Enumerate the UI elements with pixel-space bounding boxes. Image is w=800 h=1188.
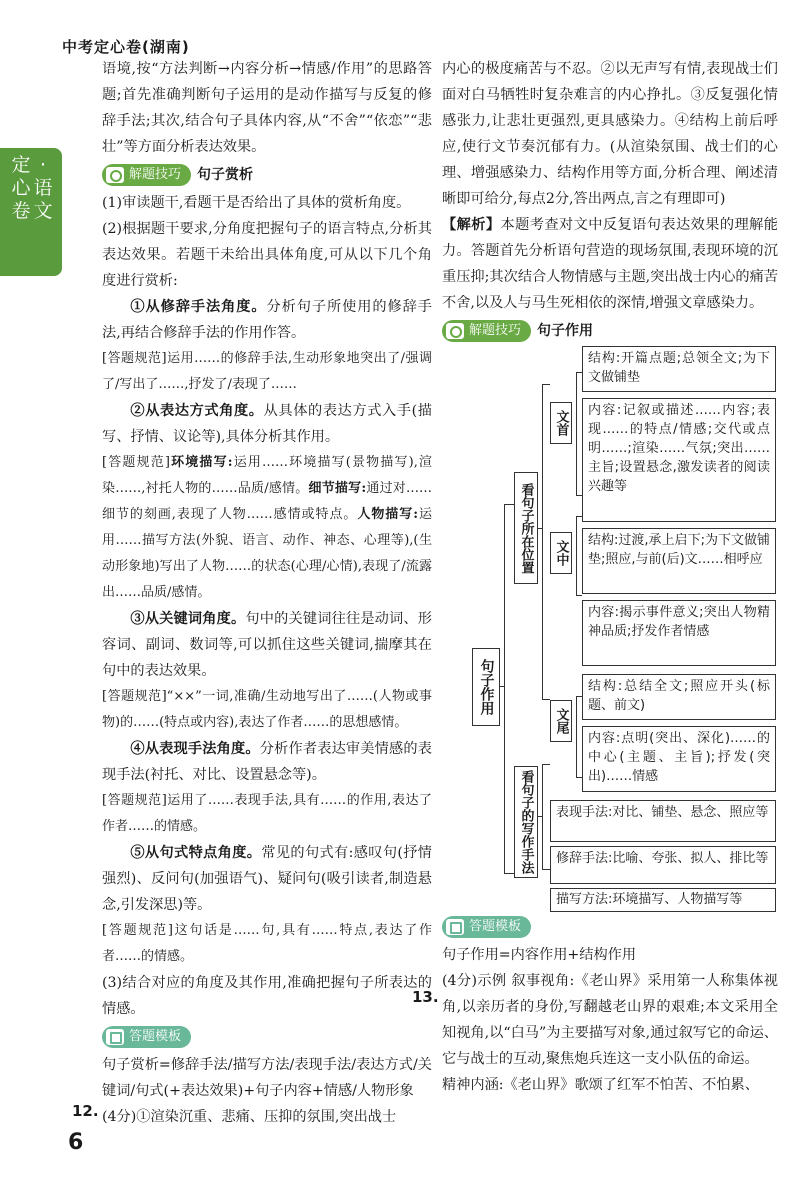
tip-badge	[102, 164, 191, 186]
middle-content-box: 内容:揭示事件意义;突出人物精神品质;抒发作者情感	[582, 600, 776, 666]
step-3: (3)结合对应的角度及其作用,准确把握句子所表达的情感。	[102, 975, 432, 1017]
position-node: 看句子所在位置	[514, 472, 538, 584]
template2-text: 句子作用=内容作用+结构作用	[442, 947, 637, 963]
angle-2-body: 从具体的表达方式入手(描写、抒情、议论等),具体分析其作用。	[102, 403, 432, 445]
analysis-text: 本题考查对文中反复语句表达效果的理解能力。答题首先分析语句营造的现场氛围,表现环境的沉重压抑;其次结合人物情感与主题,突出战士内心的痛苦不舍,以及人与马生死相依的深情,增强文章感染力。	[442, 217, 778, 311]
template-text: 句子赏析=修辞手法/描写方法/表现手法/表达方式/关键词/句式(+表达效果)+句子内容+情感/人物形象	[102, 1057, 432, 1099]
start-structure-box: 结构:开篇点题;总领全文;为下文做铺垫	[582, 346, 776, 392]
side-tab	[0, 148, 62, 276]
analysis	[442, 212, 778, 316]
tip-badge-label: 解题技巧	[129, 167, 182, 182]
template2-badge	[442, 916, 531, 938]
template-badge	[102, 1026, 191, 1048]
angle-5-body: 常见的句式有:感叹句(抒情强烈)、反问句(加强语气)、疑问句(吸引读者,制造悬念,引发深思)等。	[102, 845, 432, 913]
analysis-label: 【解析】	[442, 217, 501, 233]
end-structure-box: 结构:总结全文;照应开头(标题、前文)	[582, 674, 776, 720]
root-bracket	[504, 504, 514, 874]
step-1: (1)审读题干,看题干是否给出了具体的赏析角度。	[102, 195, 411, 211]
tip2-badge	[442, 320, 531, 342]
angle-4-body: 分析作者表达审美情感的表现手法(衬托、对比、设置悬念等)。	[102, 741, 432, 783]
person-text: 运用……描写方法(外貌、语言、动作、神态、心理等),(生动形象地)写出了人物……的状态(心理/心情),表现了/流露出……品质/感情。	[102, 507, 432, 600]
side-tab-dot: ·	[39, 154, 47, 176]
detail-text: 通过对……细节的刻画,表现了人物……感情或特点。	[102, 481, 432, 522]
angle-1-norm: [答题规范]运用……的修辞手法,生动形象地突出了/强调了/写出了……,抒发了/表现了……	[102, 351, 432, 392]
description-method-box: 描写方法:环境描写、人物描写等	[550, 888, 776, 912]
book-icon	[446, 919, 464, 935]
angle-5-head: ⑤从句式特点角度。	[130, 845, 262, 861]
env-text: 运用……环境描写(景物描写),渲染……,衬托人物的……品质/感情。	[102, 455, 432, 496]
tip2-heading	[442, 316, 778, 346]
start-node: 文首	[550, 402, 572, 444]
detail-label: 细节描写:	[308, 481, 367, 496]
angle-1	[102, 294, 432, 346]
end-content-box: 内容:点明(突出、深化)……的中心(主题、主旨);抒发(突出)……情感	[582, 726, 776, 792]
angle-2-norm	[102, 450, 432, 606]
middle-structure-box: 结构:过渡,承上启下;为下文做铺垫;照应,与前(后)文……相呼应	[582, 528, 776, 594]
template-badge-label: 答题模板	[129, 1029, 182, 1044]
q12-continued: 内心的极度痛苦与不忍。②以无声写有情,表现战士们面对白马牺牲时复杂难言的内心挣扎。③反复强化情感张力,让悲壮更强烈,更具感染力。④结构上前后呼应,使行文节奏沉郁有力。(从渲染氛围、战士们的心理、增强感染力、结构作用等方面,分析合理、阐述清晰即可给分,每点2分,答出两点,言之有理即可)	[442, 61, 778, 207]
angle-3-norm: [答题规范]“××”一词,准确/生动地写出了……(人物或事物)的……(特点或内容),表达了作者……的思想感情。	[102, 689, 432, 730]
angle-1-body: 分析句子所使用的修辞手法,再结合修辞手法的作用作答。	[102, 299, 432, 341]
norm-label: [答题规范]	[102, 455, 170, 470]
angle-4-norm: [答题规范]运用了……表现手法,具有……的作用,表达了作者……的情感。	[102, 793, 432, 834]
angle-3-body: 句中的关键词往往是动词、形容词、副词、数词等,可以抓住这些关键词,揣摩其在句中的表达效果。	[102, 611, 432, 679]
angle-1-head: ①从修辞手法角度。	[130, 299, 267, 315]
middle-node: 文中	[550, 532, 572, 574]
angle-3	[102, 606, 432, 684]
book-icon	[106, 1029, 124, 1045]
magnifier-icon	[446, 323, 464, 339]
template2-heading	[442, 912, 778, 942]
right-column	[442, 56, 778, 1098]
page-header: 中考定心卷(湖南)	[62, 38, 190, 56]
writing-connector	[538, 816, 542, 817]
start-content-box: 内容:记叙或描述……内容;表现……的特点/情感;交代或点明……;渲染……气氛;突出……主旨;设置悬念,激发读者的阅读兴趣等	[582, 398, 776, 522]
root-connector	[500, 686, 504, 687]
writing-bracket	[542, 764, 550, 870]
angle-2	[102, 398, 432, 450]
q13-text: (4分)示例 叙事视角:《老山界》采用第一人称集体视角,以亲历者的身份,写翻越老山界的艰难;本文采用全知视角,以“白马”为主要描写对象,通过叙写它的命运、它与战士的互动,聚焦炮兵连这一支小队伍的命运。	[442, 973, 778, 1067]
left-column	[102, 56, 432, 1130]
angle-4-head: ④从表现手法角度。	[130, 741, 260, 757]
tip-heading	[102, 160, 432, 190]
position-bracket	[542, 384, 550, 700]
side-tab-subject: 语文	[33, 177, 53, 222]
q13-number: 13.	[412, 988, 439, 1006]
intro-paragraph: 语境,按“方法判断→内容分析→情感/作用”的思路答题;首先准确判断句子运用的是动作描写与反复的修辞手法;其次,结合句子具体内容,从“不舍”“依恋”“悲壮”等方面分析表达效果。	[102, 61, 432, 155]
angle-5-norm: [答题规范]这句话是……句,具有……特点,表达了作者……的情感。	[102, 923, 432, 964]
angle-2-head: ②从表达方式角度。	[130, 403, 264, 419]
step-2: (2)根据题干要求,分角度把握句子的语言特点,分析其表达效果。若题干未给出具体角度,可从以下几个角度进行赏析:	[102, 221, 432, 289]
tip2-badge-label: 解题技巧	[469, 323, 522, 338]
tip-title: 句子赏析	[197, 167, 254, 183]
angle-5	[102, 840, 432, 918]
sentence-function-diagram	[442, 346, 778, 886]
tip2-title: 句子作用	[537, 323, 594, 339]
person-label: 人物描写:	[357, 507, 419, 522]
env-label: 环境描写:	[169, 455, 233, 470]
side-tab-col1: 定心卷	[11, 154, 31, 222]
page-number: 6	[68, 1130, 84, 1155]
angle-3-head: ③从关键词角度。	[130, 611, 246, 627]
end-node: 文尾	[550, 700, 572, 742]
position-connector	[538, 528, 542, 529]
magnifier-icon	[106, 167, 124, 183]
writing-technique-box: 表现手法:对比、铺垫、悬念、照应等	[550, 800, 776, 842]
template2-badge-label: 答题模板	[469, 919, 522, 934]
rhetoric-box: 修辞手法:比喻、夸张、拟人、排比等	[550, 846, 776, 884]
q13-tail: 精神内涵:《老山界》歌颂了红军不怕苦、不怕累、	[442, 1077, 759, 1093]
angle-4	[102, 736, 432, 788]
template-heading	[102, 1022, 432, 1052]
q12-text: (4分)①渲染沉重、悲痛、压抑的氛围,突出战士	[102, 1109, 397, 1125]
root-node: 句子作用	[472, 648, 500, 726]
q12-number: 12.	[72, 1102, 99, 1120]
writing-node: 看句子的写作手法	[514, 766, 538, 878]
side-tab-col2	[32, 154, 54, 223]
